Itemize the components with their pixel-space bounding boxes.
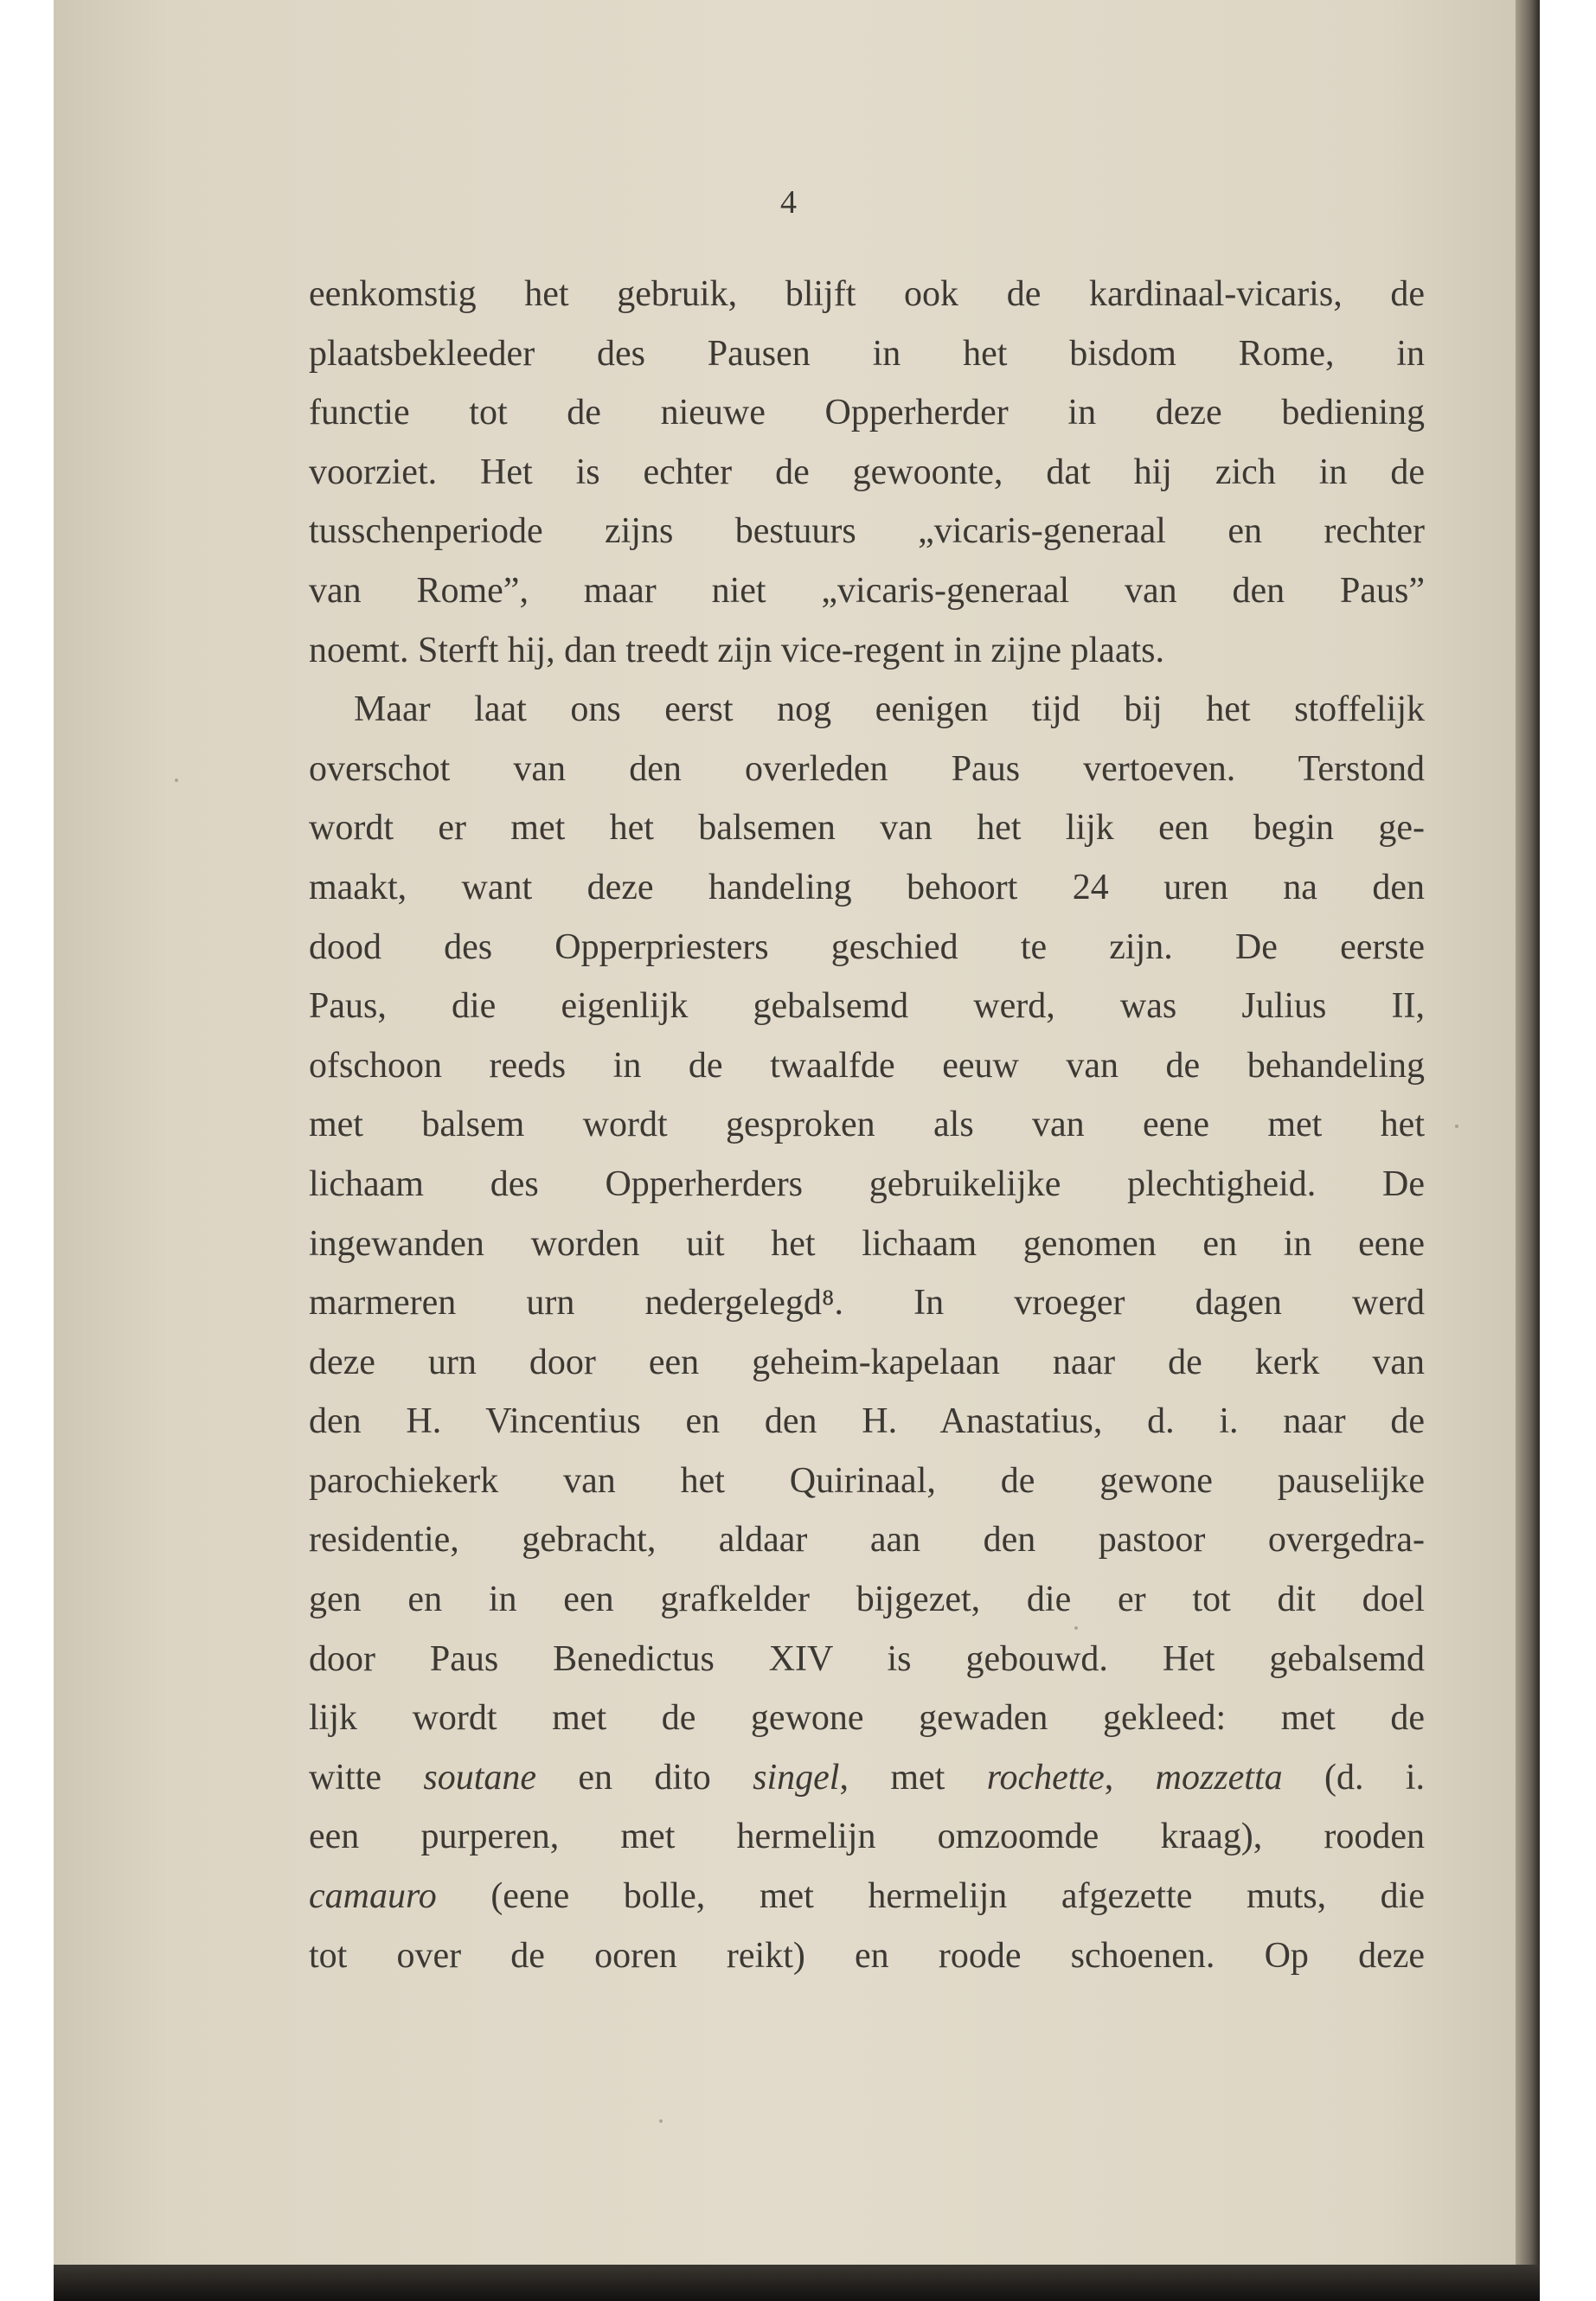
text-segment: , (1104, 1757, 1156, 1798)
text-segment: (d. i. (1282, 1757, 1426, 1798)
page-leaf (54, 0, 1524, 2301)
italic-term: mozzetta (1155, 1757, 1283, 1798)
paper-speck (659, 2119, 663, 2123)
text-segment: van Rome”, maar niet „vicaris-generaal van den Paus” (309, 570, 1425, 611)
text-line (309, 1689, 1425, 1748)
text-line (309, 1748, 1425, 1808)
text-segment: Paus, die eigenlijk gebalsemd werd, was Julius II, (309, 986, 1425, 1027)
body-text (309, 265, 1425, 1985)
text-segment: tusschenperiode zijns bestuurs „vicaris-generaal en rechter (309, 511, 1425, 552)
paper-speck (175, 779, 178, 782)
italic-term: camauro (309, 1876, 437, 1917)
text-segment: lijk wordt met de gewone gewaden gekleed: met de (309, 1698, 1425, 1739)
text-segment: tot over de ooren reikt) en roode schoenen. Op deze (309, 1935, 1425, 1976)
text-line (309, 1510, 1425, 1570)
text-segment: functie tot de nieuwe Opperherder in deze bediening (309, 393, 1425, 433)
text-line (309, 680, 1425, 740)
text-line (309, 918, 1425, 977)
text-segment: overschot van den overleden Paus vertoeven. Terstond (309, 748, 1425, 789)
italic-term: rochette (986, 1757, 1105, 1798)
text-segment: (eene bolle, met hermelijn afgezette muts, die (436, 1876, 1425, 1917)
text-line (309, 1926, 1425, 1986)
text-segment: marmeren urn nedergelegd⁸. In vroeger dagen werd (309, 1283, 1425, 1324)
text-segment: noemt. Sterft hij, dan treedt zijn vice-regent in zijne plaats. (309, 630, 1164, 670)
page-bottom-edge (54, 2265, 1540, 2301)
text-line (309, 858, 1425, 918)
text-line (309, 1095, 1425, 1155)
text-segment: eenkomstig het gebruik, blijft ook de kardinaal-vicaris, de (309, 274, 1425, 314)
text-segment: Maar laat ons eerst nog eenigen tijd bij het stoffelijk (354, 689, 1425, 730)
text-line (309, 1630, 1425, 1689)
text-line (309, 265, 1425, 324)
text-segment: den H. Vincentius en den H. Anastatius, d. i. naar de (309, 1401, 1425, 1442)
text-segment: een purperen, met hermelijn omzoomde kraag), rooden (309, 1817, 1425, 1857)
text-segment: deze urn door een geheim-kapelaan naar de kerk van (309, 1342, 1425, 1382)
paper-speck (1074, 1626, 1078, 1630)
text-line (309, 1392, 1425, 1452)
text-segment: lichaam des Opperherders gebruikelijke plechtigheid. De (309, 1163, 1425, 1204)
italic-term: singel (753, 1757, 840, 1798)
text-line (309, 977, 1425, 1036)
paper-speck (1455, 1125, 1458, 1128)
text-segment: ingewanden worden uit het lichaam genomen en in eene (309, 1223, 1425, 1264)
text-segment: parochiekerk van het Quirinaal, de gewone pauselijke (309, 1460, 1425, 1501)
text-segment: met balsem wordt gesproken als van eene met het (309, 1105, 1425, 1145)
text-segment: gen en in een grafkelder bijgezet, die er tot dit doel (309, 1580, 1425, 1620)
text-line (309, 1333, 1425, 1393)
text-line (309, 1215, 1425, 1274)
text-segment: ofschoon reeds in de twaalfde eeuw van de behandeling (309, 1045, 1425, 1086)
text-line (309, 621, 1425, 681)
text-line (309, 1807, 1425, 1867)
page-number: 4 (780, 184, 798, 221)
text-line (309, 443, 1425, 503)
text-line (309, 1155, 1425, 1215)
page-edge-shadow (1516, 0, 1540, 2301)
text-line (309, 1036, 1425, 1096)
text-segment: witte (309, 1757, 424, 1798)
text-segment: en dito (536, 1757, 753, 1798)
text-line (309, 1570, 1425, 1630)
text-line (309, 561, 1425, 621)
text-segment: door Paus Benedictus XIV is gebouwd. Het gebalsemd (309, 1638, 1425, 1679)
text-segment: voorziet. Het is echter de gewoonte, dat hij zich in de (309, 452, 1425, 492)
text-line (309, 740, 1425, 799)
text-segment: maakt, want deze handeling behoort 24 uren na den (309, 867, 1425, 907)
text-line (309, 1273, 1425, 1333)
text-line (309, 1452, 1425, 1511)
text-segment: , met (839, 1757, 987, 1798)
text-line (309, 383, 1425, 443)
text-line (309, 324, 1425, 384)
text-segment: dood des Opperpriesters geschied te zijn. De eerste (309, 926, 1425, 967)
text-line (309, 502, 1425, 561)
text-segment: wordt er met het balsemen van het lijk een begin ge- (309, 808, 1425, 849)
italic-term: soutane (423, 1757, 537, 1798)
text-segment: plaatsbekleeder des Pausen in het bisdom Rome, in (309, 333, 1425, 374)
text-line (309, 798, 1425, 858)
text-segment: residentie, gebracht, aldaar aan den pastoor overgedra- (309, 1520, 1425, 1561)
text-line (309, 1867, 1425, 1926)
